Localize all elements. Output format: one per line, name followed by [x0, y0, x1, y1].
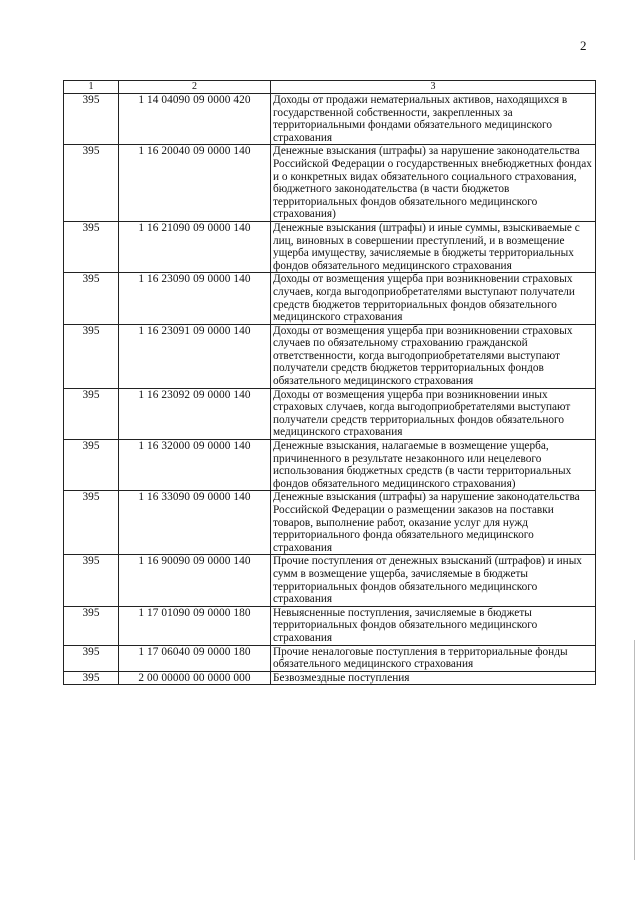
admin-code-cell: 395 [64, 388, 119, 439]
admin-code-cell: 395 [64, 324, 119, 388]
column-header-2: 2 [119, 81, 271, 94]
description-cell: Денежные взыскания (штрафы) за нарушение законодательства Российской Федерации о государственных внебюджетных фондах и о конкретных видах обязательного социального страхования, бюджетного законодательства (в части бюджетов территориальных фондов обязательного медицинского страхования) [271, 145, 596, 222]
table-row [64, 221, 596, 272]
description-cell: Невыясненные поступления, зачисляемые в бюджеты территориальных фондов обязательного медицинского страхования [271, 606, 596, 645]
budget-code-cell: 1 14 04090 09 0000 420 [119, 94, 271, 145]
description-cell: Доходы от возмещения ущерба при возникновении иных страховых случаев, когда выгодоприобретателями выступают получатели средств территориальных фондов обязательного медицинского страхования [271, 388, 596, 439]
budget-code-cell: 1 16 23091 09 0000 140 [119, 324, 271, 388]
column-header-3: 3 [271, 81, 596, 94]
description-cell: Прочие неналоговые поступления в территориальные фонды обязательного медицинского страхования [271, 645, 596, 671]
admin-code-cell: 395 [64, 94, 119, 145]
table-row [64, 491, 596, 555]
admin-code-cell: 395 [64, 273, 119, 324]
description-cell: Доходы от возмещения ущерба при возникновении страховых случаев, когда выгодоприобретателями выступают получатели средств бюджетов территориальных фондов обязательного медицинского страхования [271, 273, 596, 324]
table-row [64, 606, 596, 645]
scan-edge-line [634, 640, 635, 860]
table-row [64, 324, 596, 388]
page-number: 2 [580, 38, 587, 53]
budget-code-cell: 1 17 01090 09 0000 180 [119, 606, 271, 645]
budget-code-cell: 1 16 23092 09 0000 140 [119, 388, 271, 439]
budget-code-cell: 1 16 23090 09 0000 140 [119, 273, 271, 324]
admin-code-cell: 395 [64, 491, 119, 555]
revenue-codes-table [63, 80, 596, 685]
budget-code-cell: 1 16 21090 09 0000 140 [119, 221, 271, 272]
table-row [64, 273, 596, 324]
admin-code-cell: 395 [64, 645, 119, 671]
table-row [64, 94, 596, 145]
description-cell: Безвозмездные поступления [271, 671, 596, 685]
description-cell: Денежные взыскания (штрафы) за нарушение законодательства Российской Федерации о размещении заказов на поставки товаров, выполнение работ, оказание услуг для нужд территориального фонда обязательного медицинского страхования [271, 491, 596, 555]
table-row [64, 645, 596, 671]
description-cell: Доходы от возмещения ущерба при возникновении страховых случаев по обязательному страхованию гражданской ответственности, когда выгодоприобретателями выступают получатели средств бюджетов территориальных фондов обязательного медицинского страхования [271, 324, 596, 388]
budget-code-cell: 1 16 20040 09 0000 140 [119, 145, 271, 222]
table-header-row [64, 81, 596, 94]
admin-code-cell: 395 [64, 555, 119, 606]
column-header-1: 1 [64, 81, 119, 94]
description-cell: Доходы от продажи нематериальных активов, находящихся в государственной собственности, закрепленных за территориальными фондами обязательного медицинского страхования [271, 94, 596, 145]
table-row [64, 671, 596, 685]
budget-code-cell: 1 16 33090 09 0000 140 [119, 491, 271, 555]
description-cell: Денежные взыскания, налагаемые в возмещение ущерба, причиненного в результате незаконного или нецелевого использования бюджетных средств (в части территориальных фондов обязательного медицинского страхования) [271, 440, 596, 491]
table-row [64, 555, 596, 606]
budget-code-cell: 1 17 06040 09 0000 180 [119, 645, 271, 671]
admin-code-cell: 395 [64, 671, 119, 685]
admin-code-cell: 395 [64, 145, 119, 222]
budget-code-cell: 1 16 32000 09 0000 140 [119, 440, 271, 491]
budget-code-cell: 2 00 00000 00 0000 000 [119, 671, 271, 685]
description-cell: Прочие поступления от денежных взысканий (штрафов) и иных сумм в возмещение ущерба, зачисляемые в бюджеты территориальных фондов обязательного медицинского страхования [271, 555, 596, 606]
table-row [64, 388, 596, 439]
admin-code-cell: 395 [64, 440, 119, 491]
budget-code-cell: 1 16 90090 09 0000 140 [119, 555, 271, 606]
table-row [64, 145, 596, 222]
admin-code-cell: 395 [64, 606, 119, 645]
table-row [64, 440, 596, 491]
description-cell: Денежные взыскания (штрафы) и иные суммы, взыскиваемые с лиц, виновных в совершении преступлений, и в возмещение ущерба имуществу, зачисляемые в бюджеты территориальных фондов обязательного медицинского страхования [271, 221, 596, 272]
admin-code-cell: 395 [64, 221, 119, 272]
